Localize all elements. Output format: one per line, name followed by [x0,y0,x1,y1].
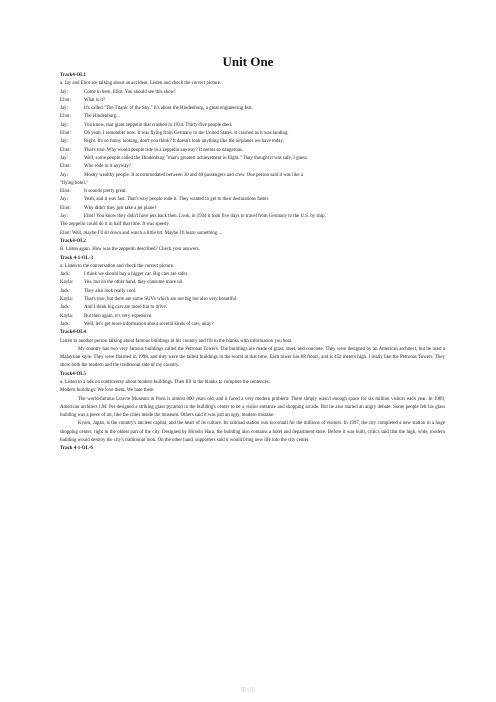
speaker-label: Jay: [60,172,68,178]
dialog-line [60,113,445,121]
dialog-line [60,138,445,146]
dialog-line [60,279,445,287]
dialog-text: Well, let's get more information about several kinds of cars, okay? [84,321,214,327]
dialog-text: I think we should buy a bigger car. Big cars are safer. [84,272,189,278]
dialog-line [60,105,445,113]
dialog-text: Yeah, and it was fast. That's why people rode it. They wanted to get to their destinations faster. [84,197,270,203]
dialog-line [60,155,445,163]
dialog-text: Mostly wealthy people. It accommodated between 30 and 40 passengers and crew. One person said it was like a [84,172,303,178]
speaker-label: Jay: [60,214,68,220]
section-heading: Track4-OL2 [60,238,86,244]
speaker-label: Kayla: [60,280,74,286]
dialog-text: Who rode in it anyway? [84,164,131,170]
text-line: a. Listen to the conversation and check the correct picture. [60,263,175,269]
dialog-text: Yes, but on the other hand, they consume more oil. [84,280,184,286]
dialog-text: Right. It's so funny looking, don't you think? It doesn't look anything like the airplanes we have today. [84,139,284,145]
text-line: Modern buildings: We love them, We hate them [60,388,154,394]
speaker-label: Kayla: [60,297,74,303]
speaker-label: Eliot: [60,97,71,103]
text-line: a. Jay and Eliot are talking about an accident. Listen and check the correct picture. [60,81,222,87]
dialog-text: That's true. Why would people ride in a zeppelin anyway? It seems so dangerous. [84,147,244,153]
dialog-line [60,313,445,321]
speaker-label: Eliot: [60,189,71,195]
speaker-label: Jay: [60,106,68,112]
dialog-line [60,288,445,296]
dialog-text: It sounds pretty great. [84,189,127,195]
speaker-label: Kayla: [60,313,74,319]
section-heading: Track4-OL5 [60,371,86,377]
page-title: Unit One [222,54,274,69]
section-heading: Track 4-1-OL-3 [60,255,93,261]
speaker-label: Jack: [60,272,71,278]
dialog-line [60,130,445,138]
dialog-text: You know, that giant zeppelin that crashed in 1934. Thirty-five people died. [84,122,232,128]
section-heading: Track4-OL1 [60,73,86,78]
dialog-line [60,205,445,213]
speaker-label: Jay: [60,89,68,95]
speaker-label: Jay: [60,139,68,145]
speaker-label: Jack: [60,288,71,294]
dialog-line [60,89,445,97]
text-line: Eliot: Well, maybe I'll sit down and watch a little bit. Maybe I'll learn something ... [60,230,223,236]
dialog-text: Oh yeah, I remember now. It was flying from Germany to the United States. It crashed as it was landing. [84,131,289,137]
text-line: B. Listen again. How was the zeppelin described? Check your answers. [60,247,200,253]
paragraph: Kyoto, Japan, is the country's ancient capital, and the heart of its culture. Its railroad station was too small for the millions of visitors. In 1997, the city completed a new station in a huge shopping center, right in the oldest part of the city. Designed by Hiroshi Hara, the building also contains a hotel and department store. Before it was built, critics said that the high, wide, modern building would destroy the city's traditional look. On the other hand, supporters said it would bring new life into the city center. [60,421,445,444]
dialog-line [60,213,445,221]
section-heading: Track 4-1-OL-6 [60,446,93,452]
text-line: Listen to another person talking about famous buildings in his country and fill in the blanks with information you hear. [60,338,293,344]
dialog-text: They also look really cool. [84,288,137,294]
speaker-label: Jay: [60,155,68,161]
section-heading: Track4-OL4 [60,330,86,336]
text-line: The zeppelin could do it in half that time. It was speedy. [60,222,170,228]
speaker-label: Jay: [60,122,68,128]
dialog-line [60,147,445,155]
document-body [60,72,445,454]
text-line: a. Listen to a talk on controversy about modern buildings. Then fill in the blanks to complete the sentences. [60,379,271,385]
dialog-line [60,163,445,171]
dialog-line [60,122,445,130]
dialog-text: It's called "The Titanic of the Sky." It's about the Hindenburg, a great engineering feat. [84,106,254,112]
dialog-text: And I think big cars are more fun to drive. [84,305,167,311]
dialog-text: Eliot! You know they didn't have jets back then. Look, in 1934 it took five days to travel from Germany to the U.S. by ship. [84,214,326,220]
dialog-text: That's true, but there are some SUVs which are not big but also very beautiful. [84,297,238,303]
dialog-line [60,271,445,279]
speaker-label: Eliot: [60,164,71,170]
speaker-label: Jack: [60,321,71,327]
dialog-text: Well, some people called the Hindenburg "man's greatest achievement in flight." They thought it was safe, I guess. [84,155,309,161]
dialog-line [60,188,445,196]
dialog-line [60,304,445,312]
dialog-line [60,321,445,329]
dialog-text: Why didn't they just take a jet plane? [84,205,157,211]
page-footer-mark: 第1页 [240,688,256,694]
dialog-line [60,172,445,180]
dialog-line [60,196,445,204]
speaker-label: Eliot: [60,131,71,137]
speaker-label: Jay: [60,197,68,203]
dialog-text: The Hindenburg... [84,114,120,120]
text-line: "flying hotel." [60,180,88,186]
dialog-text: Come in here, Eliot. You should see this show! [84,89,176,95]
speaker-label: Eliot: [60,114,71,120]
page-header-mark: · [247,6,249,11]
dialog-line [60,296,445,304]
paragraph: The world-famous Louvre Museum in Paris is almost 800 years old, and it faced a very modern problem: There simply wasn't enough space for six million visitors each year. In 1989, American architect I.M. Pei designed a striking glass pyramid in the building's center to be a visitor entrance and shopping arcade. But he also started an angry debate. Some people felt his glass building was a piece of art, like the cities inside the museum. Others said it was just an ugly, modern mistake. [60,396,445,419]
paragraph: My country has two very famous buildings called the Petronas Towers. The buildings are made of glass, steel, and concrete. They were designed by an American architect, but he used a Malaysian style. They were finished in 1998, and they were the tallest buildings in the world at that time. Each tower has 88 floors, and is 452 meters high. I really like the Petronas Towers. They show both the modern and the traditional side of my country. [60,346,445,369]
speaker-label: Eliot: [60,205,71,211]
speaker-label: Eliot: [60,147,71,153]
speaker-label: Jack: [60,305,71,311]
dialog-line [60,97,445,105]
dialog-text: What is it? [84,97,106,103]
dialog-text: But then again, it's very expensive. [84,313,153,319]
